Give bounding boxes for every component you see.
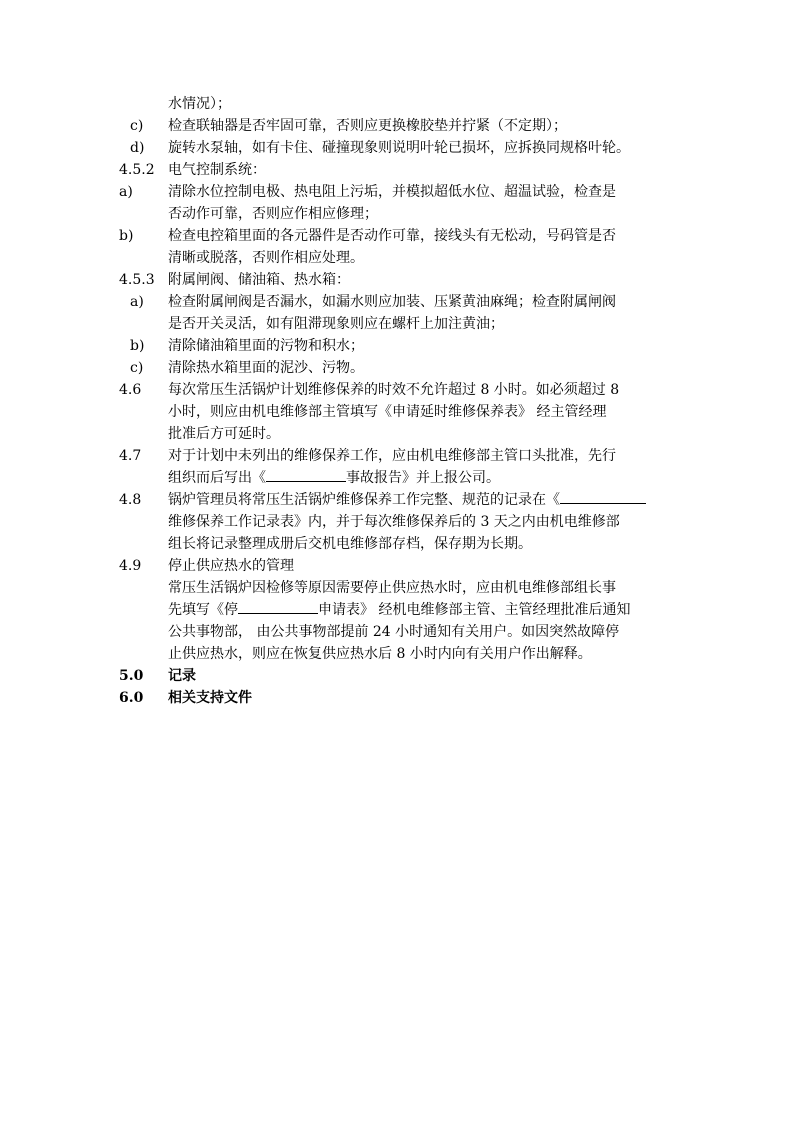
list-marker-d: d) [130, 140, 145, 156]
list-marker-a: a) [130, 294, 144, 310]
list-marker-b: b) [119, 228, 134, 244]
section-heading: 附属闸阀、储油箱、热水箱： [168, 272, 350, 288]
section-number-4-9: 4.9 [119, 558, 142, 574]
list-marker-c: c) [130, 118, 144, 134]
section-heading: 电气控制系统： [168, 162, 266, 178]
list-marker-c: c) [130, 360, 144, 376]
paragraph-line: 对于计划中未列出的维修保养工作，应由机电维修部主管口头批准，先行 [168, 448, 616, 464]
list-marker-b: b) [130, 338, 145, 354]
section-number-4-7: 4.7 [119, 448, 142, 464]
paragraph-line: 检查附属闸阀是否漏水，如漏水则应加装、压紧黄油麻绳；检查附属闸阀 [168, 294, 616, 310]
paragraph-line: 批准后方可延时。 [168, 426, 280, 442]
paragraph-line: 是否开关灵活，如有阻滞现象则应在螺杆上加注黄油； [168, 316, 504, 332]
paragraph-line: 常压生活锅炉因检修等原因需要停止供应热水时，应由机电维修部组长事 [168, 580, 616, 596]
paragraph-line: 检查联轴器是否牢固可靠，否则应更换橡胶垫并拧紧（不定期）； [168, 118, 567, 134]
paragraph-line: 水情况）； [168, 96, 231, 112]
paragraph-line: 维修保养工作记录表》内，并于每次维修保养后的 3 天之内由机电维修部 [168, 514, 620, 530]
text-segment: 先填写《停 [168, 602, 238, 618]
section-number-4-6: 4.6 [119, 382, 142, 398]
text-segment: 申请表》 经机电维修部主管、主管经理批准后通知 [318, 602, 631, 618]
paragraph-line [168, 489, 646, 511]
paragraph-line: 旋转水泵轴，如有卡住、碰撞现象则说明叶轮已损坏，应拆换同规格叶轮。 [168, 140, 630, 156]
section-heading: 相关支持文件 [168, 690, 252, 706]
section-number-4-5-2: 4.5.2 [119, 162, 155, 178]
paragraph-line: 清除水位控制电极、热电阻上污垢，并模拟超低水位、超温试验，检查是 [168, 184, 616, 200]
paragraph-line: 每次常压生活锅炉计划维修保养的时效不允许超过 8 小时。如必须超过 8 [168, 382, 620, 398]
paragraph-line: 否动作可靠，否则应作相应修理； [168, 206, 378, 222]
paragraph-line: 组长将记录整理成册后交机电维修部存档，保存期为长期。 [168, 536, 532, 552]
fill-in-blank [560, 489, 646, 504]
paragraph-line: 止供应热水，则应在恢复供应热水后 8 小时内向有关用户作出解释。 [168, 646, 592, 662]
paragraph-line: 清除热水箱里面的泥沙、污物。 [168, 360, 364, 376]
section-number-4-8: 4.8 [119, 492, 142, 508]
section-number-6-0: 6.0 [119, 690, 144, 706]
paragraph-line: 检查电控箱里面的各元器件是否动作可靠，接线头有无松动，号码管是否 [168, 228, 616, 244]
paragraph-line: 小时，则应由机电维修部主管填写《申请延时维修保养表》 经主管经理 [168, 404, 607, 420]
paragraph-line [168, 467, 500, 489]
section-heading: 记录 [168, 668, 196, 684]
paragraph-line: 清晰或脱落，否则作相应处理。 [168, 250, 364, 266]
paragraph-line: 公共事物部， 由公共事物部提前 24 小时通知有关用户。如因突然故障停 [168, 624, 620, 640]
section-heading: 停止供应热水的管理 [168, 558, 294, 574]
list-marker-a: a) [119, 184, 133, 200]
text-segment: 锅炉管理员将常压生活锅炉维修保养工作完整、规范的记录在《 [168, 492, 560, 508]
paragraph-line [168, 599, 630, 621]
section-number-5-0: 5.0 [119, 668, 144, 684]
text-segment: 组织而后写出《 [168, 470, 266, 486]
section-number-4-5-3: 4.5.3 [119, 272, 155, 288]
text-segment: 事故报告》并上报公司。 [346, 470, 500, 486]
fill-in-blank [266, 467, 346, 482]
paragraph-line: 清除储油箱里面的污物和积水； [168, 338, 364, 354]
fill-in-blank [238, 599, 318, 614]
